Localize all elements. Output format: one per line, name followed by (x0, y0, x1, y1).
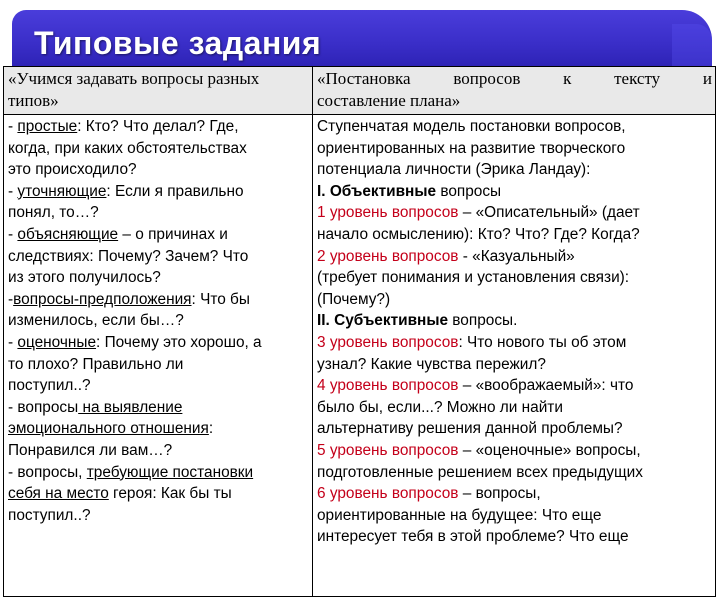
text-line: то плохо? Правильно ли (8, 355, 184, 373)
text-line: потенциала личности (Эрика Ландау): (317, 161, 591, 179)
text-line: понял, то…? (8, 204, 99, 222)
text-line: когда, при каких обстоятельствах (8, 139, 247, 157)
text-line: это происходило? (8, 161, 137, 179)
term-evaluative: оценочные (17, 333, 97, 351)
header-word: к (563, 69, 572, 88)
text-line: (требует понимания и установления связи): (317, 269, 630, 287)
left-column-header (4, 67, 313, 115)
text-line: 2 уровень вопросов - «Казуальный» (317, 247, 575, 265)
text-line: ориентированных на развитие творческого (317, 139, 626, 157)
tasks-table (3, 66, 716, 597)
text-line: ориентированные на будущее: Что еще (317, 506, 602, 524)
header-word: и (702, 69, 712, 88)
level-label: 1 уровень вопросов (317, 204, 459, 222)
table-header-row (4, 67, 716, 115)
text-line: альтернативу решения данной проблемы? (317, 420, 623, 438)
text-line: интересует тебя в этой проблеме? Что еще (317, 528, 629, 546)
level-label: 3 уровень вопросов (317, 333, 459, 351)
text-line: I. Объективные вопросы (317, 182, 502, 200)
text-line: 5 уровень вопросов – «оценочные» вопросы, (317, 441, 641, 459)
header-word: «Постановка (317, 69, 411, 88)
text-line: Понравился ли вам…? (8, 441, 173, 459)
text-line: - уточняющие: Если я правильно (8, 182, 244, 200)
term-clarifying: уточняющие (17, 182, 107, 200)
term-objective: Объективные (329, 182, 437, 200)
right-header-line: составление плана» (317, 91, 461, 110)
text-line: - вопросы на выявление (8, 398, 183, 416)
text-line: поступил..? (8, 506, 91, 524)
level-label: 2 уровень вопросов (317, 247, 459, 265)
text-line: поступил..? (8, 377, 91, 395)
question-types-cell (4, 115, 313, 597)
left-header-line: «Учимся задавать вопросы разных (8, 69, 260, 88)
header-word: тексту (614, 69, 661, 88)
text-line: 6 уровень вопросов – вопросы, (317, 485, 541, 503)
text-line: - простые: Кто? Что делал? Где, (8, 118, 239, 135)
text-line: -вопросы-предположения: Что бы (8, 290, 250, 308)
term-assumption: вопросы-предположения (13, 290, 192, 308)
slide-title: Типовые задания (34, 25, 322, 61)
text-line: эмоционального отношения: (8, 420, 214, 438)
term-subjective: Субъективные (334, 312, 449, 330)
term-explaining: объясняющие (17, 225, 119, 243)
text-line: 3 уровень вопросов: Что нового ты об этом (317, 333, 627, 351)
text-line: - оценочные: Почему это хорошо, а (8, 333, 262, 351)
right-header-line (317, 68, 712, 90)
text-line: узнал? Какие чувства пережил? (317, 355, 546, 373)
text-line: (Почему?) (317, 290, 391, 308)
landau-model-cell (313, 115, 716, 597)
table-body-row (4, 115, 716, 597)
text-line: - объясняющие – о причинах и (8, 225, 228, 243)
text-line: из этого получилось? (8, 269, 161, 287)
text-line: - вопросы, требующие постановки (8, 463, 254, 481)
term-emotional-cont: эмоционального отношения (8, 420, 209, 438)
level-label: 4 уровень вопросов (317, 377, 459, 395)
term-simple: простые (17, 118, 78, 135)
text-line: 1 уровень вопросов – «Описательный» (дает (317, 204, 640, 222)
term-emotional: на выявление (78, 398, 183, 416)
text-line: следствиях: Почему? Зачем? Что (8, 247, 249, 265)
right-column-header (313, 67, 716, 115)
term-self-placement: требующие постановки (86, 463, 254, 481)
text-line: начало осмыслению): Кто? Что? Где? Когда? (317, 225, 640, 243)
text-line: II. Субъективные вопросы. (317, 312, 518, 330)
header-word: вопросов (453, 69, 521, 88)
left-header-line: типов» (8, 91, 59, 110)
text-line: было бы, если...? Можно ли найти (317, 398, 563, 416)
term-self-placement-cont: себя на место (8, 485, 109, 503)
text-line: себя на место героя: Как бы ты (8, 485, 232, 503)
level-label: 6 уровень вопросов (317, 485, 459, 503)
text-line: 4 уровень вопросов – «воображаемый»: что (317, 377, 634, 395)
slide-header (0, 0, 720, 66)
level-label: 5 уровень вопросов (317, 441, 459, 459)
text-line: Ступенчатая модель постановки вопросов, (317, 118, 626, 135)
text-line: изменилось, если бы…? (8, 312, 184, 330)
text-line: подготовленные решением всех предыдущих (317, 463, 643, 481)
